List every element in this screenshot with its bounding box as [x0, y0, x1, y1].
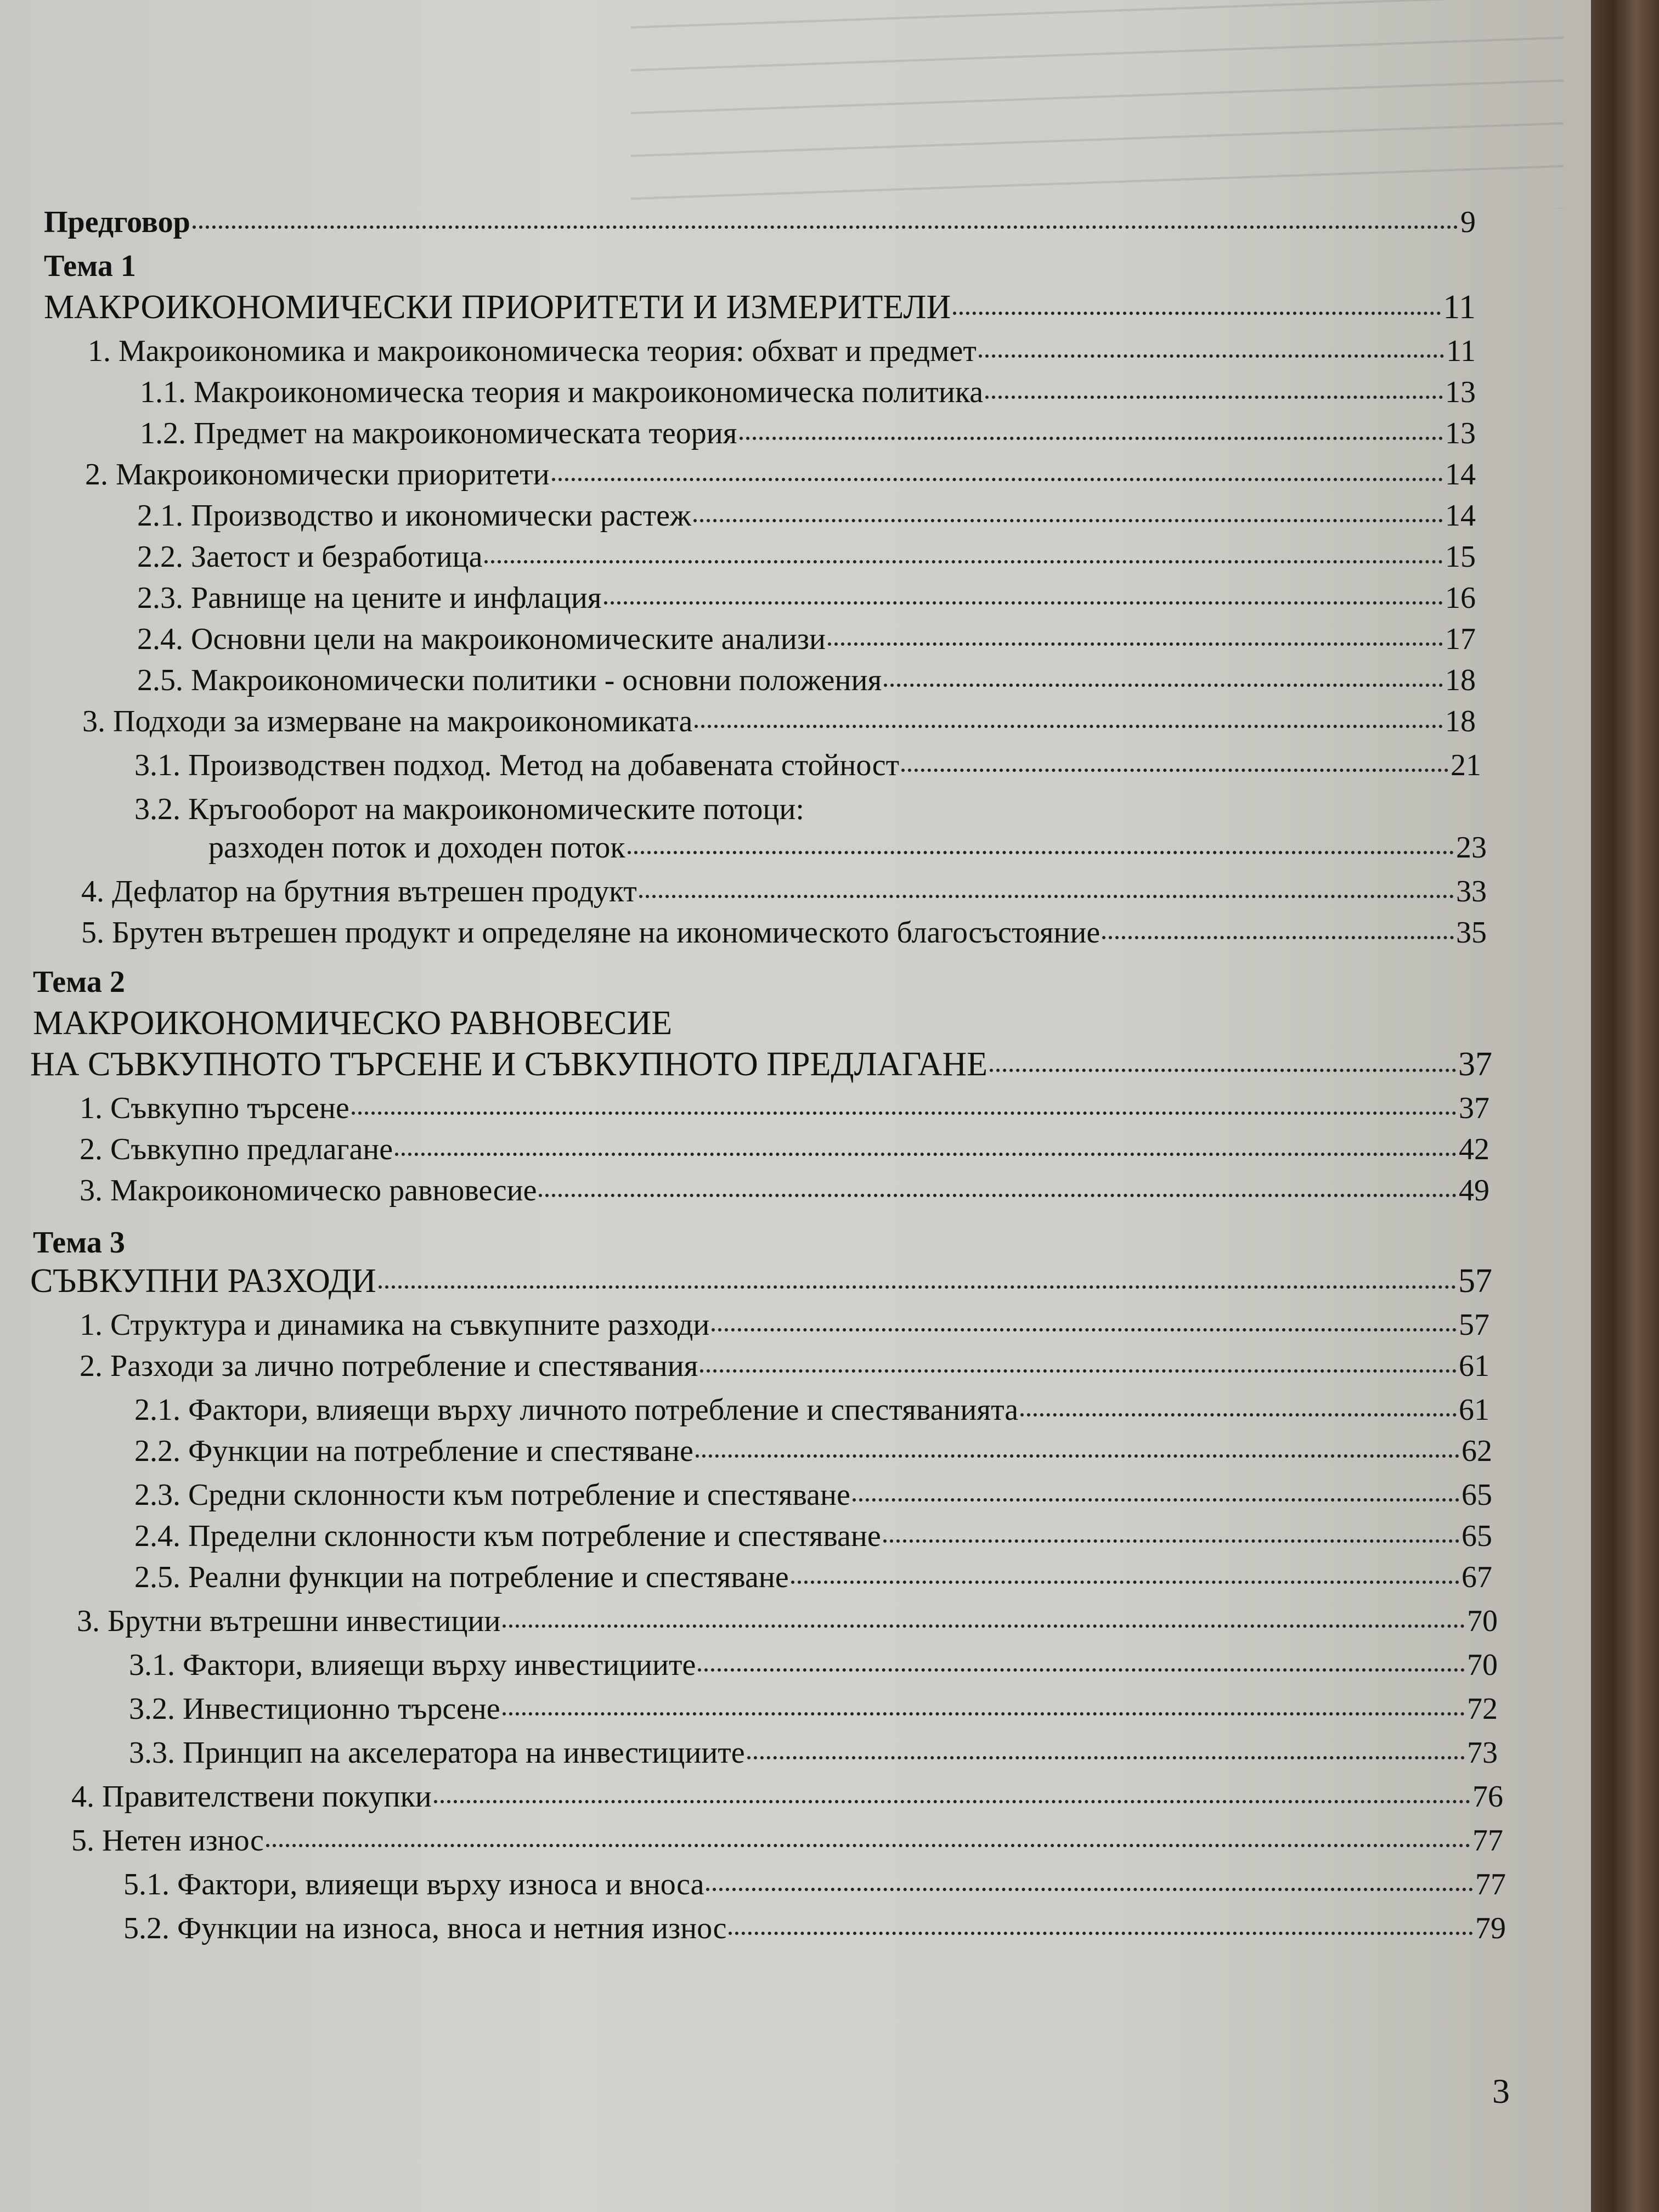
toc-entry-page: 13	[1445, 375, 1476, 409]
toc-entry-page: 11	[1443, 289, 1476, 326]
toc-entry	[80, 1130, 1489, 1169]
leader-dots	[695, 725, 1443, 728]
toc-entry-page: 73	[1467, 1736, 1498, 1770]
page-number: 3	[1492, 2072, 1510, 2111]
toc-entry-label: 2.4. Пределни склонности към потребление и спестяване	[134, 1519, 881, 1553]
toc-entry-label: 2.1. Производство и икономически растеж	[137, 499, 691, 533]
toc-entry	[137, 496, 1476, 535]
toc-entry-page: 70	[1467, 1648, 1498, 1682]
leader-dots	[266, 1844, 1470, 1847]
toc-entry-page: 17	[1445, 622, 1476, 656]
leader-dots	[503, 1624, 1465, 1628]
leader-dots	[539, 1194, 1457, 1197]
toc-entry-page: 21	[1451, 748, 1481, 782]
toc-entry-label: 3.2. Кръгооборот на макроикономическите потоци:	[134, 792, 804, 826]
leader-dots	[628, 851, 1454, 854]
toc-entry-page: 13	[1445, 416, 1476, 450]
toc-entry-label: 4. Правителствени покупки	[71, 1780, 432, 1814]
toc-entry	[88, 332, 1476, 370]
toc-entry	[134, 1517, 1492, 1555]
leader-dots	[990, 1069, 1456, 1072]
toc-entry-label: МАКРОИКОНОМИЧЕСКИ ПРИОРИТЕТИ И ИЗМЕРИТЕЛИ	[44, 289, 951, 326]
toc-entry-label: 1. Съвкупно търсене	[80, 1091, 349, 1125]
toc-entry-label: 2.4. Основни цели на макроикономическите анализи	[137, 622, 826, 656]
toc-entry	[140, 414, 1476, 453]
toc-entry	[81, 913, 1487, 952]
toc-entry	[134, 1432, 1492, 1470]
toc-entry	[123, 1909, 1506, 1948]
toc-entry-page: 77	[1475, 1867, 1506, 1901]
toc-entry	[80, 1171, 1489, 1210]
toc-entry	[129, 1690, 1498, 1728]
toc-entry-page: 79	[1475, 1911, 1506, 1945]
toc-entry	[80, 1089, 1489, 1127]
leader-dots	[698, 1668, 1465, 1672]
toc-entry-label: 3. Макроикономическо равновесие	[80, 1173, 537, 1207]
toc-entry	[129, 1646, 1498, 1684]
toc-entry	[208, 828, 1487, 867]
toc-entry	[71, 1778, 1503, 1816]
toc-entry-label: 2.5. Реални функции на потребление и спестяване	[134, 1560, 789, 1594]
leader-dots	[979, 354, 1444, 358]
toc-entry	[80, 1306, 1489, 1344]
toc-entry	[137, 538, 1476, 576]
toc-entry	[134, 1558, 1492, 1596]
toc-entry	[82, 702, 1476, 741]
toc-entry-page: 70	[1467, 1604, 1498, 1638]
toc-entry-page: 72	[1467, 1692, 1498, 1726]
toc-entry-page: 65	[1462, 1478, 1492, 1512]
toc-entry-page: 49	[1459, 1173, 1489, 1207]
leader-dots	[503, 1712, 1465, 1716]
toc-entry-label: 3.3. Принцип на акселератора на инвестициите	[129, 1736, 745, 1770]
leader-dots	[828, 642, 1443, 646]
leader-dots	[953, 312, 1441, 315]
toc-entry-label: Предговор	[44, 205, 190, 239]
toc-entry-page: 14	[1445, 458, 1476, 492]
leader-dots	[791, 1581, 1459, 1584]
toc-entry-label: 1.1. Макроикономическа теория и макроикономическа политика	[140, 375, 984, 409]
toc-entry	[123, 1865, 1506, 1904]
toc-entry	[134, 1391, 1489, 1429]
topic-title	[30, 1262, 1492, 1300]
leader-dots	[853, 1498, 1459, 1502]
toc-entry-label: 5.1. Фактори, влияещи върху износа и вноса	[123, 1867, 704, 1901]
leader-dots	[696, 1454, 1459, 1458]
toc-entry-label: 2.3. Средни склонности към потребление и спестяване	[134, 1478, 850, 1512]
leader-dots	[712, 1328, 1457, 1331]
toc-entry	[129, 1734, 1498, 1772]
leader-dots	[552, 478, 1443, 481]
leader-dots	[740, 437, 1443, 440]
desk-background	[1582, 0, 1659, 2212]
toc-entry-label: 3. Подходи за измерване на макроикономиката	[82, 704, 693, 738]
leader-dots	[700, 1369, 1457, 1373]
toc-entry-label: 1.2. Предмет на макроикономическата теория	[140, 416, 737, 450]
topic-heading: Тема 2	[33, 965, 125, 999]
toc-entry-page: 35	[1456, 916, 1487, 950]
toc-entry-label: 1. Макроикономика и макроикономическа теория: обхват и предмет	[88, 334, 977, 368]
toc-entry-page: 23	[1456, 831, 1487, 865]
toc-entry-label: НА СЪВКУПНОТО ТЪРСЕНЕ И СЪВКУПНОТО ПРЕДЛАГАНЕ	[30, 1046, 988, 1083]
toc-entry	[77, 1602, 1498, 1640]
toc-entry-label: 2.2. Функции на потребление и спестяване	[134, 1434, 693, 1468]
toc-entry	[134, 790, 1481, 828]
toc-entry	[134, 1476, 1492, 1514]
toc-entry-label: 2.5. Макроикономически политики - основни положения	[137, 663, 882, 697]
toc-entry-preface	[44, 203, 1476, 241]
toc-entry-page: 18	[1445, 704, 1476, 738]
toc-entry-page: 37	[1459, 1091, 1489, 1125]
topic-heading: Тема 1	[44, 249, 136, 283]
toc-entry-label: 2. Макроикономически приоритети	[85, 458, 550, 492]
toc-entry-page: 61	[1459, 1349, 1489, 1383]
toc-entry-label: 3.1. Производствен подход. Метод на добавената стойност	[134, 748, 900, 782]
toc-entry-page: 62	[1462, 1434, 1492, 1468]
leader-dots	[883, 1539, 1459, 1543]
toc-entry-page: 42	[1459, 1132, 1489, 1166]
leader-dots	[434, 1800, 1470, 1803]
leader-dots	[1020, 1413, 1457, 1417]
toc-entry-label: 2.3. Равнище на цените и инфлация	[137, 581, 602, 615]
toc-entry-label: разходен поток и доходен поток	[208, 831, 625, 865]
toc-entry-label: 5.2. Функции на износа, вноса и нетния износ	[123, 1911, 727, 1945]
toc-entry-page: 65	[1462, 1519, 1492, 1553]
toc-entry-page: 57	[1459, 1308, 1489, 1342]
leader-dots	[706, 1888, 1473, 1891]
leader-dots	[604, 601, 1443, 605]
leader-dots	[193, 225, 1458, 229]
toc-entry-label: 2.2. Заетост и безработица	[137, 540, 483, 574]
topic-title	[44, 288, 1476, 326]
toc-entry-label: СЪВКУПНИ РАЗХОДИ	[30, 1262, 376, 1300]
leader-dots	[352, 1111, 1457, 1115]
leader-dots	[379, 1285, 1456, 1289]
toc-entry-page: 9	[1460, 205, 1476, 239]
toc-entry	[85, 455, 1476, 494]
toc-entry-page: 18	[1445, 663, 1476, 697]
toc-entry	[81, 872, 1487, 911]
toc-entry-label: 1. Структура и динамика на съвкупните разходи	[80, 1308, 710, 1342]
leader-dots	[884, 684, 1443, 687]
toc-entry	[140, 373, 1476, 411]
leader-dots	[747, 1756, 1465, 1759]
topic-title-line: МАКРОИКОНОМИЧЕСКО РАВНОВЕСИЕ	[33, 1005, 673, 1042]
toc-entry	[80, 1347, 1489, 1385]
toc-entry-page: 57	[1458, 1262, 1492, 1300]
leader-dots	[729, 1932, 1473, 1935]
leader-dots	[985, 396, 1443, 399]
toc-entry-label: 2. Разходи за лично потребление и спестявания	[80, 1349, 698, 1383]
toc-entry-page: 14	[1445, 499, 1476, 533]
leader-dots	[395, 1153, 1457, 1156]
toc-entry-page: 16	[1445, 581, 1476, 615]
toc-entry	[137, 579, 1476, 617]
toc-entry-label: 3.2. Инвестиционно търсене	[129, 1692, 500, 1726]
toc-entry	[137, 661, 1476, 699]
topic-heading: Тема 3	[33, 1226, 125, 1260]
toc-entry-page: 77	[1472, 1824, 1503, 1858]
toc-entry-page: 67	[1462, 1560, 1492, 1594]
toc-entry-page: 61	[1459, 1393, 1489, 1427]
leader-dots	[639, 895, 1454, 898]
toc-entry-label: 2.1. Фактори, влияещи върху личното потребление и спестяванията	[134, 1393, 1019, 1427]
toc-entry-page: 15	[1445, 540, 1476, 574]
toc-entry-page: 11	[1446, 334, 1476, 368]
leader-dots	[901, 769, 1448, 772]
toc-entry-label: 3. Брутни вътрешни инвестиции	[77, 1604, 501, 1638]
toc-entry-label: 4. Дефлатор на брутния вътрешен продукт	[81, 874, 637, 909]
toc-entry-label: 2. Съвкупно предлагане	[80, 1132, 393, 1166]
leader-dots	[693, 519, 1443, 522]
toc-entry-page: 37	[1458, 1046, 1492, 1083]
bleed-through-text	[631, 0, 1564, 208]
toc-entry-label: 3.1. Фактори, влияещи върху инвестициите	[129, 1648, 696, 1682]
toc-entry-label: 5. Нетен износ	[71, 1824, 264, 1858]
leader-dots	[484, 560, 1443, 563]
topic-title	[30, 1045, 1492, 1084]
toc-entry-page: 76	[1472, 1780, 1503, 1814]
toc-entry-page: 33	[1456, 874, 1487, 909]
leader-dots	[1102, 936, 1454, 939]
toc-entry	[137, 620, 1476, 658]
toc-entry	[71, 1821, 1503, 1860]
toc-entry-label: 5. Брутен вътрешен продукт и определяне на икономическото благосъстояние	[81, 916, 1101, 950]
toc-entry	[134, 746, 1481, 785]
